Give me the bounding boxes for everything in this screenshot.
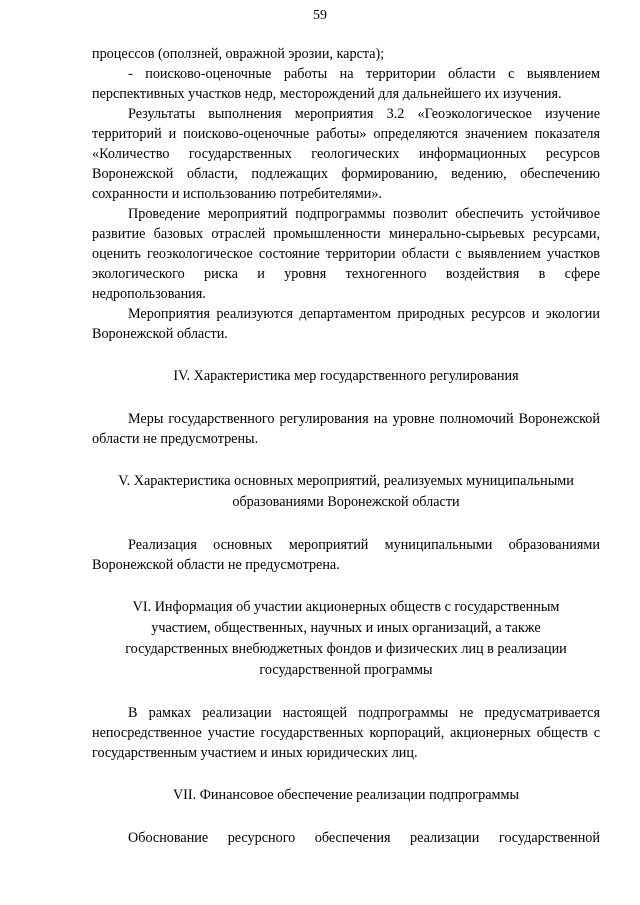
section-6-heading-line-2: участием, общественных, научных и иных организаций, а также [151, 620, 541, 636]
section-7-text: Обоснование ресурсного обеспечения реализации государственной [128, 830, 600, 846]
section-7-heading: VII. Финансовое обеспечение реализации подпрограммы [172, 787, 520, 803]
section-4-heading: IV. Характеристика мер государственного регулирования [173, 368, 519, 384]
section-5-heading-line-1: V. Характеристика основных мероприятий, реализуемых муниципальными [118, 473, 574, 489]
intro-bullet: - поисково-оценочные работы на территории области с выявлением перспективных участков недр, месторождений для дальнейшего их изучения. [92, 66, 600, 102]
section-6-heading-line-4: государственной программы [259, 662, 433, 678]
section-5-text: Реализация основных мероприятий муниципальными образованиями Воронежской области не предусмотрена. [92, 537, 600, 573]
intro-line: процессов (оползней, овражной эрозии, карста); [92, 46, 385, 62]
section-6-text: В рамках реализации настоящей подпрограммы не предусматривается непосредственное участие государственных корпораций, акционерных обществ с государственным участием и иных юридических лиц. [92, 705, 600, 761]
page-number: 59 [313, 8, 327, 23]
section-6-heading-line-3: государственных внебюджетных фондов и физических лиц в реализации [125, 641, 567, 657]
paragraph-department: Мероприятия реализуются департаментом природных ресурсов и экологии Воронежской области. [92, 306, 600, 342]
section-5-heading-line-2: образованиями Воронежской области [232, 494, 460, 510]
paragraph-results: Результаты выполнения мероприятия 3.2 «Геоэкологическое изучение территорий и поисково-оценочные работы» определяются значением показателя «Количество государственных геологических информационных ресурсов Воронежской области, подлежащих формированию, ведению, обеспечению сохранности и использованию потребителями». [92, 106, 600, 202]
paragraph-activities: Проведение мероприятий подпрограммы позволит обеспечить устойчивое развитие базовых отраслей промышленности минерально-сырьевых ресурсами, оценить геоэкологическое состояние территории области с выявлением участков экологического риска и уровня техногенного воздействия в сфере недропользования. [92, 206, 600, 302]
section-4-text: Меры государственного регулирования на уровне полномочий Воронежской области не предусмотрены. [92, 411, 600, 447]
section-6-heading-line-1: VI. Информация об участии акционерных обществ с государственным [132, 599, 560, 615]
page-content [92, 44, 600, 848]
